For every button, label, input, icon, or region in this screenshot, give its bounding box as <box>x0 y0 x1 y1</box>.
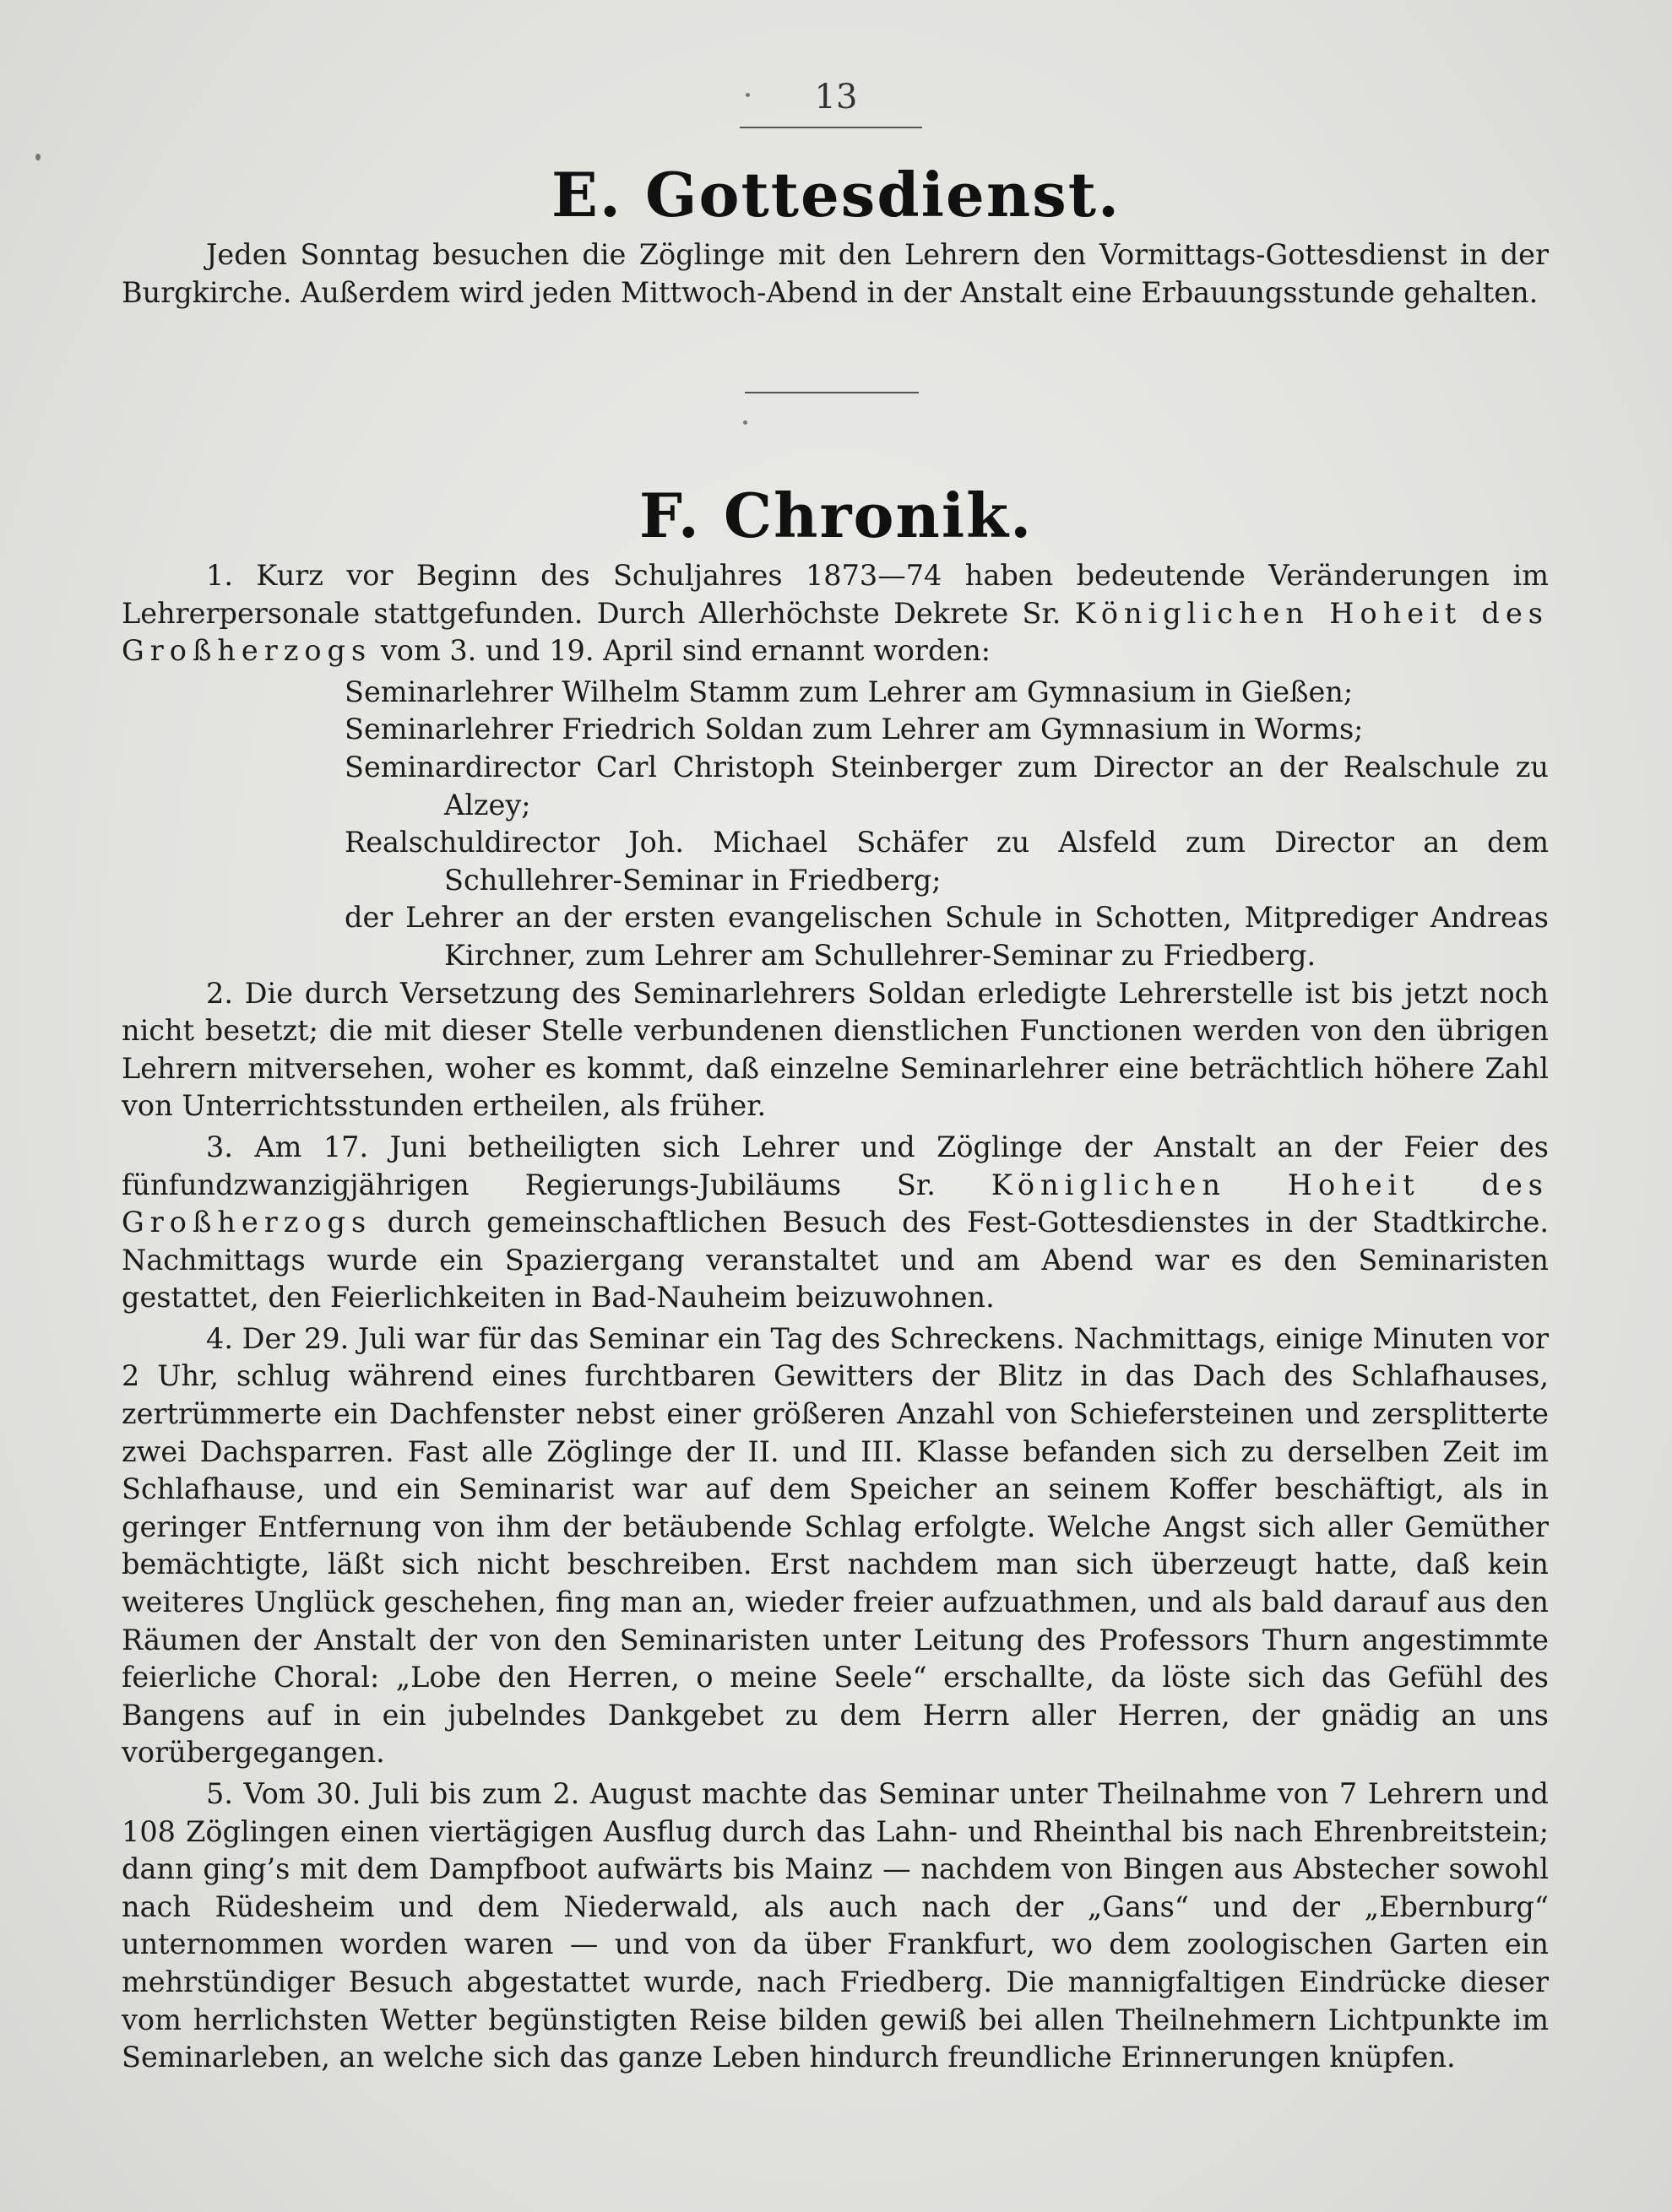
page-number: 13 <box>814 78 858 117</box>
chronik-item-5: 5. Vom 30. Juli bis zum 2. August machte das Seminar unter Theilnahme von 7 Lehrern und 108 Zöglingen einen viertägigen Ausflug durch das Lahn- und Rheinthal bis nach Ehrenbreitstein; dann ging’s mit dem Dampfboot aufwärts bis Mainz — nachdem von Bingen aus Abstecher sowohl nach Rüdesheim und dem Niederwald, als auch nach der „Gans“ und der „Ebernburg“ unternommen worden waren — und von da über Frankfurt, wo dem zoologischen Garten ein mehrstündiger Besuch abgestattet wurde, nach Friedberg. Die mannigfaltigen Eindrücke dieser vom herrlichsten Wetter begünstigten Reise bilden gewiß bei allen Theilnehmern Lichtpunkte im Seminarleben, an welche sich das ganze Leben hindurch freundliche Erinnerungen knüpfen. <box>122 1777 1549 2074</box>
appointment-item: Seminarlehrer Wilhelm Stamm zum Lehrer am Gymnasium in Gießen; <box>345 675 1354 708</box>
chronik-item-4: 4. Der 29. Juli war für das Seminar ein Tag des Schreckens. Nachmittags, einige Minuten vor 2 Uhr, schlug während eines furchtbaren Gewitters der Blitz in das Dach des Schlafhauses, zertrümmerte ein Dachfenster nebst einer größeren Anzahl von Schiefersteinen und zersplitterte zwei Dachsparren. Fast alle Zöglinge der II. und III. Klasse befanden sich zu derselben Zeit im Schlafhause, und ein Seminarist war auf dem Speicher an seinem Koffer beschäftigt, als in geringer Entfernung von ihm der betäubende Schlag erfolgte. Welche Angst sich aller Gemüther bemächtigte, läßt sich nicht beschreiben. Erst nachdem man sich überzeugt hatte, daß kein weiteres Unglück geschehen, fing man an, wieder freier aufzuathmen, und als bald darauf aus den Räumen der Anstalt der von den Seminaristen unter Leitung des Professors Thurn angestimmte feierliche Choral: „Lobe den Herren, o meine Seele“ erschallte, da löste sich das Gefühl des Bangens auf in ein jubelndes Dankgebet zu dem Herrn aller Herren, der gnädig an uns vorübergegangen. <box>122 1321 1549 1770</box>
spaced-text: Königlichen Hoheit des Großherzogs <box>122 1168 1549 1239</box>
section-divider <box>745 392 919 393</box>
section-chronik-body <box>122 557 1549 2080</box>
text-run: vom 3. und 19. April sind ernannt worden: <box>372 634 991 668</box>
appointment-item: Realschuldirector Joh. Michael Schäfer zu Alsfeld zum Director an dem Schullehrer-Seminar in Friedberg; <box>345 826 1549 897</box>
paragraph: Jeden Sonntag besuchen die Zöglinge mit den Lehrern den Vormittags-Gottesdienst in der Burgkirche. Außerdem wird jeden Mittwoch-Abend in der Anstalt eine Erbauungsstunde gehalten. <box>122 238 1549 309</box>
appointment-item: der Lehrer an der ersten evangelischen Schule in Schotten, Mitprediger Andreas Kirchner, zum Lehrer am Schullehrer-Seminar zu Friedberg. <box>345 901 1549 972</box>
section-gottesdienst-body <box>122 236 1549 315</box>
chronik-item-3 <box>122 1129 1549 1317</box>
section-title-gottesdienst: E. Gottesdienst. <box>551 159 1121 230</box>
chronik-item-1 <box>122 557 1549 670</box>
chronik-item-2: 2. Die durch Versetzung des Seminarlehrers Soldan erledigte Lehrerstelle ist bis jetzt noch nicht besetzt; die mit dieser Stelle verbundenen dienstlichen Functionen werden von den übrigen Lehrern mitversehen, woher es kommt, daß einzelne Seminarlehrer eine beträchtlich höhere Zahl von Unterrichtsstunden ertheilen, als früher. <box>122 976 1549 1123</box>
text-run: durch gemeinschaftlichen Besuch des Fest-Gottesdienstes in der Stadtkirche. Nachmittags wurde ein Spaziergang veranstaltet und am Abend war es den Seminaristen gestattet, den Feierlichkeiten in Bad-Nauheim beizuwohnen. <box>122 1206 1549 1315</box>
text-run: 3. Am 17. Juni betheiligten sich Lehrer und Zöglinge der Anstalt an der Feier des fünfundzwanzigjährigen Regierungs-Jubiläums Sr. <box>122 1130 1549 1201</box>
spaced-text: Königlichen Hoheit des Großherzogs <box>122 596 1549 668</box>
appointment-item: Seminarlehrer Friedrich Soldan zum Lehrer am Gymnasium in Worms; <box>345 713 1364 746</box>
paper-speck <box>743 420 747 425</box>
text-run: 1. Kurz vor Beginn des Schuljahres 1873—74 haben bedeutende Veränderungen im Lehrerpersonale stattgefunden. Durch Allerhöchste Dekrete Sr. <box>122 559 1549 630</box>
appointment-item: Seminardirector Carl Christoph Steinberger zum Director an der Realschule zu Alzey; <box>345 750 1549 821</box>
header-rule <box>740 127 922 128</box>
section-title-chronik: F. Chronik. <box>638 480 1034 551</box>
appointment-list <box>122 674 1549 975</box>
